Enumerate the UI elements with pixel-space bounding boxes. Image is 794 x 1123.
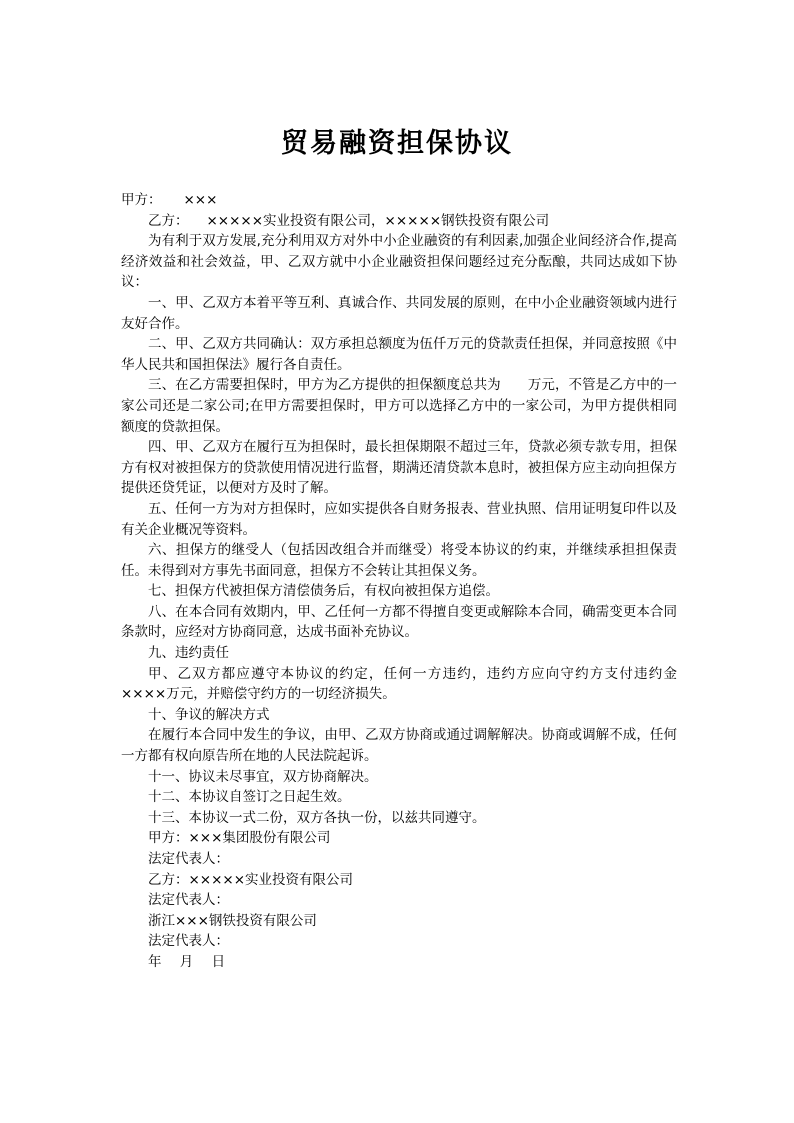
signature-party-a: 甲方：×××集团股份有限公司 (148, 830, 331, 847)
document-body (121, 190, 677, 973)
party-b-line (121, 211, 677, 232)
paragraph-clause-5: 五、任何一方为对方担保时，应如实提供各自财务报表、营业执照、信用证明复印件以及有关企业概况等资料。 (121, 500, 677, 538)
party-b-value: ×××××实业投资有限公司，×××××钢铁投资有限公司 (206, 212, 550, 229)
party-a-line (121, 190, 677, 211)
paragraph-clause-11: 十一、协议未尽事宜，双方协商解决。 (148, 768, 378, 785)
signature-party-b: 乙方：×××××实业投资有限公司 (148, 871, 354, 888)
signature-date: 年 月 日 (148, 953, 226, 970)
paragraph-clause-3: 三、在乙方需要担保时，甲方为乙方提供的担保额度总共为 万元，不管是乙方中的一家公司还是二家公司;在甲方需要担保时，甲方可以选择乙方中的一家公司，为甲方提供相同额度的贷款担保。 (121, 377, 677, 435)
signature-party-b-second-representative: 法定代表人： (148, 933, 229, 950)
paragraph-clause-6: 六、担保方的继受人（包括因改组合并而继受）将受本协议的约束，并继续承担担保责任。未得到对方事先书面同意，担保方不会转让其担保义务。 (121, 542, 677, 579)
paragraph-clause-9-body: 甲、乙双方都应遵守本协议的约定，任何一方违约，违约方应向守约方支付违约金××××万元，并赔偿守约方的一切经济损失。 (121, 665, 677, 703)
paragraph-clause-7: 七、担保方代被担保方清偿债务后，有权向被担保方追偿。 (148, 583, 499, 600)
paragraph-preamble: 为有利于双方发展,充分利用双方对外中小企业融资的有利因素,加强企业间经济合作,提高经济效益和社会效益，甲、乙双方就中小企业融资担保问题经过充分酝酿，共同达成如下协议： (121, 233, 677, 291)
signature-party-b-representative: 法定代表人： (148, 892, 229, 909)
paragraph-clause-13: 十三、本协议一式二份，双方各执一份，以兹共同遵守。 (148, 809, 486, 826)
party-b-label: 乙方： (148, 212, 189, 229)
paragraph-clause-9-heading: 九、违约责任 (148, 645, 229, 662)
party-a-value: ××× (183, 192, 218, 208)
document-title: 贸易融资担保协议 (281, 128, 513, 159)
paragraph-clause-10-body: 在履行本合同中发生的争议，由甲、乙双方协商或通过调解解决。协商或调解不成，任何一方都有权向原告所在地的人民法院起诉。 (121, 727, 677, 765)
signature-party-a-representative: 法定代表人： (148, 851, 229, 867)
paragraph-clause-10-heading: 十、争议的解决方式 (148, 706, 270, 723)
paragraph-clause-2: 二、甲、乙双方共同确认：双方承担总额度为伍仟万元的贷款责任担保，并同意按照《中华人民共和国担保法》履行各自责任。 (121, 336, 677, 373)
party-a-label: 甲方： (121, 192, 162, 208)
paragraph-clause-8: 八、在本合同有效期内，甲、乙任何一方都不得擅自变更或解除本合同，确需变更本合同条款时，应经对方协商同意，达成书面补充协议。 (121, 603, 677, 641)
signature-party-b-second: 浙江×××钢铁投资有限公司 (148, 912, 317, 929)
paragraph-clause-4: 四、甲、乙双方在履行互为担保时，最长担保期限不超过三年，贷款必须专款专用，担保方有权对被担保方的贷款使用情况进行监督，期满还清贷款本息时，被担保方应主动向担保方提供还贷凭证，以便对方及时了解。 (121, 439, 677, 497)
paragraph-clause-12: 十二、本协议自签订之日起生效。 (148, 789, 351, 806)
paragraph-clause-1: 一、甲、乙双方本着平等互利、真诚合作、共同发展的原则，在中小企业融资领域内进行友好合作。 (121, 294, 677, 332)
